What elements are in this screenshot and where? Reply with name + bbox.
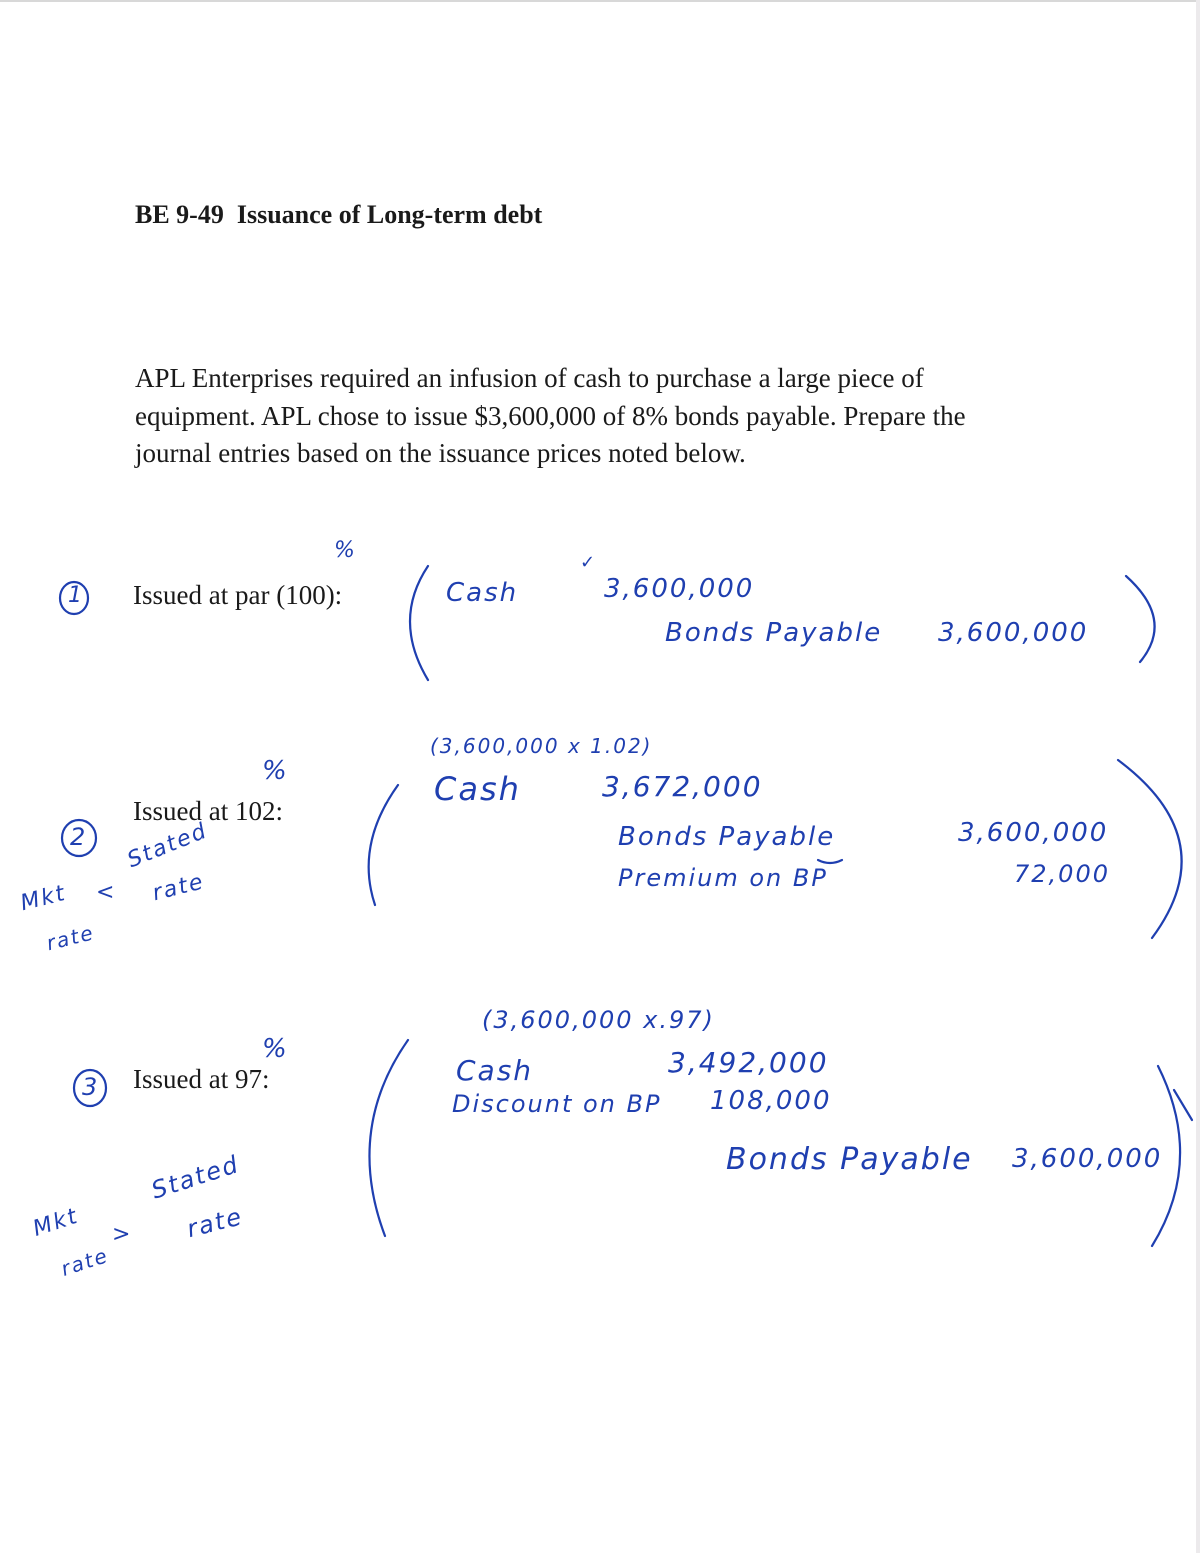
case-3-note-symbol: > bbox=[112, 1222, 133, 1247]
case-3-percent-note: % bbox=[262, 1034, 289, 1064]
problem-prompt: APL Enterprises required an infusion of cash to purchase a large piece of equipment. APL chose to issue $3,600,000 of 8% bonds payable. Prepare the journal entries based on the issuance prices noted below. bbox=[135, 363, 966, 468]
entry-1-left-bracket bbox=[410, 566, 428, 680]
entry-1-credit-amount: 3,600,000 bbox=[938, 618, 1089, 648]
entry-1-debit-amount: 3,600,000 bbox=[604, 574, 755, 604]
entry-2-right-bracket bbox=[1118, 760, 1182, 938]
case-2-note-rate-left: rate bbox=[44, 920, 97, 956]
case-1-percent-note: % bbox=[334, 538, 357, 563]
case-2-label: Issued at 102: bbox=[133, 796, 283, 826]
entry-3-debit-account-2: Discount on BP bbox=[452, 1090, 662, 1118]
entry-3-left-bracket bbox=[369, 1040, 408, 1236]
entry-3-credit-account: Bonds Payable bbox=[726, 1142, 973, 1177]
case-2-number: 2 bbox=[70, 823, 88, 851]
entry-3-debit-account-1: Cash bbox=[456, 1054, 534, 1087]
entry-2-credit-account-1: Bonds Payable bbox=[618, 822, 836, 852]
entry-2-credit-amount-1: 3,600,000 bbox=[958, 818, 1109, 848]
entry-2-credit-account-2: Premium on BP bbox=[618, 864, 828, 892]
entry-1-right-bracket bbox=[1126, 576, 1155, 662]
entry-2-debit-account: Cash bbox=[434, 770, 521, 808]
entry-3-debit-amount-2: 108,000 bbox=[710, 1086, 832, 1116]
entry-3-debit-amount-1: 3,492,000 bbox=[668, 1046, 829, 1079]
case-1-label: Issued at par (100): bbox=[133, 580, 343, 610]
title-text: Issuance of Long-term debt bbox=[236, 200, 543, 229]
case-3-note-mkt: Mkt bbox=[30, 1203, 82, 1242]
entry-1-check-mark: ✓ bbox=[580, 552, 598, 573]
entry-3-credit-amount: 3,600,000 bbox=[1012, 1144, 1163, 1174]
title-code: BE 9-49 bbox=[135, 200, 224, 229]
case-3-note-rate: rate bbox=[184, 1202, 246, 1244]
case-3-number: 3 bbox=[82, 1073, 100, 1101]
entry-2-credit-amount-2: 72,000 bbox=[1014, 860, 1110, 888]
entry-2-debit-amount: 3,672,000 bbox=[602, 770, 763, 803]
case-3-note-rate-left: rate bbox=[58, 1242, 112, 1281]
entry-1-debit-account: Cash bbox=[446, 578, 519, 608]
entry-1-credit-account: Bonds Payable bbox=[665, 618, 883, 648]
entry-3-calc: (3,600,000 x.97) bbox=[482, 1006, 715, 1034]
premium-mark bbox=[818, 860, 842, 863]
entry-2-calc: (3,600,000 x 1.02) bbox=[430, 734, 653, 758]
case-1-number: 1 bbox=[68, 583, 84, 608]
case-2-note-symbol: < bbox=[96, 880, 117, 905]
case-3-note-stated: Stated bbox=[148, 1149, 243, 1205]
case-3-label: Issued at 97: bbox=[133, 1064, 270, 1094]
entry-2-left-bracket bbox=[369, 785, 398, 905]
case-2-percent-note: % bbox=[262, 756, 289, 786]
case-2-note-rate: rate bbox=[150, 869, 208, 907]
case-2-note-stated: Stated bbox=[124, 818, 212, 874]
case-2-note-mkt: Mkt bbox=[18, 880, 70, 917]
